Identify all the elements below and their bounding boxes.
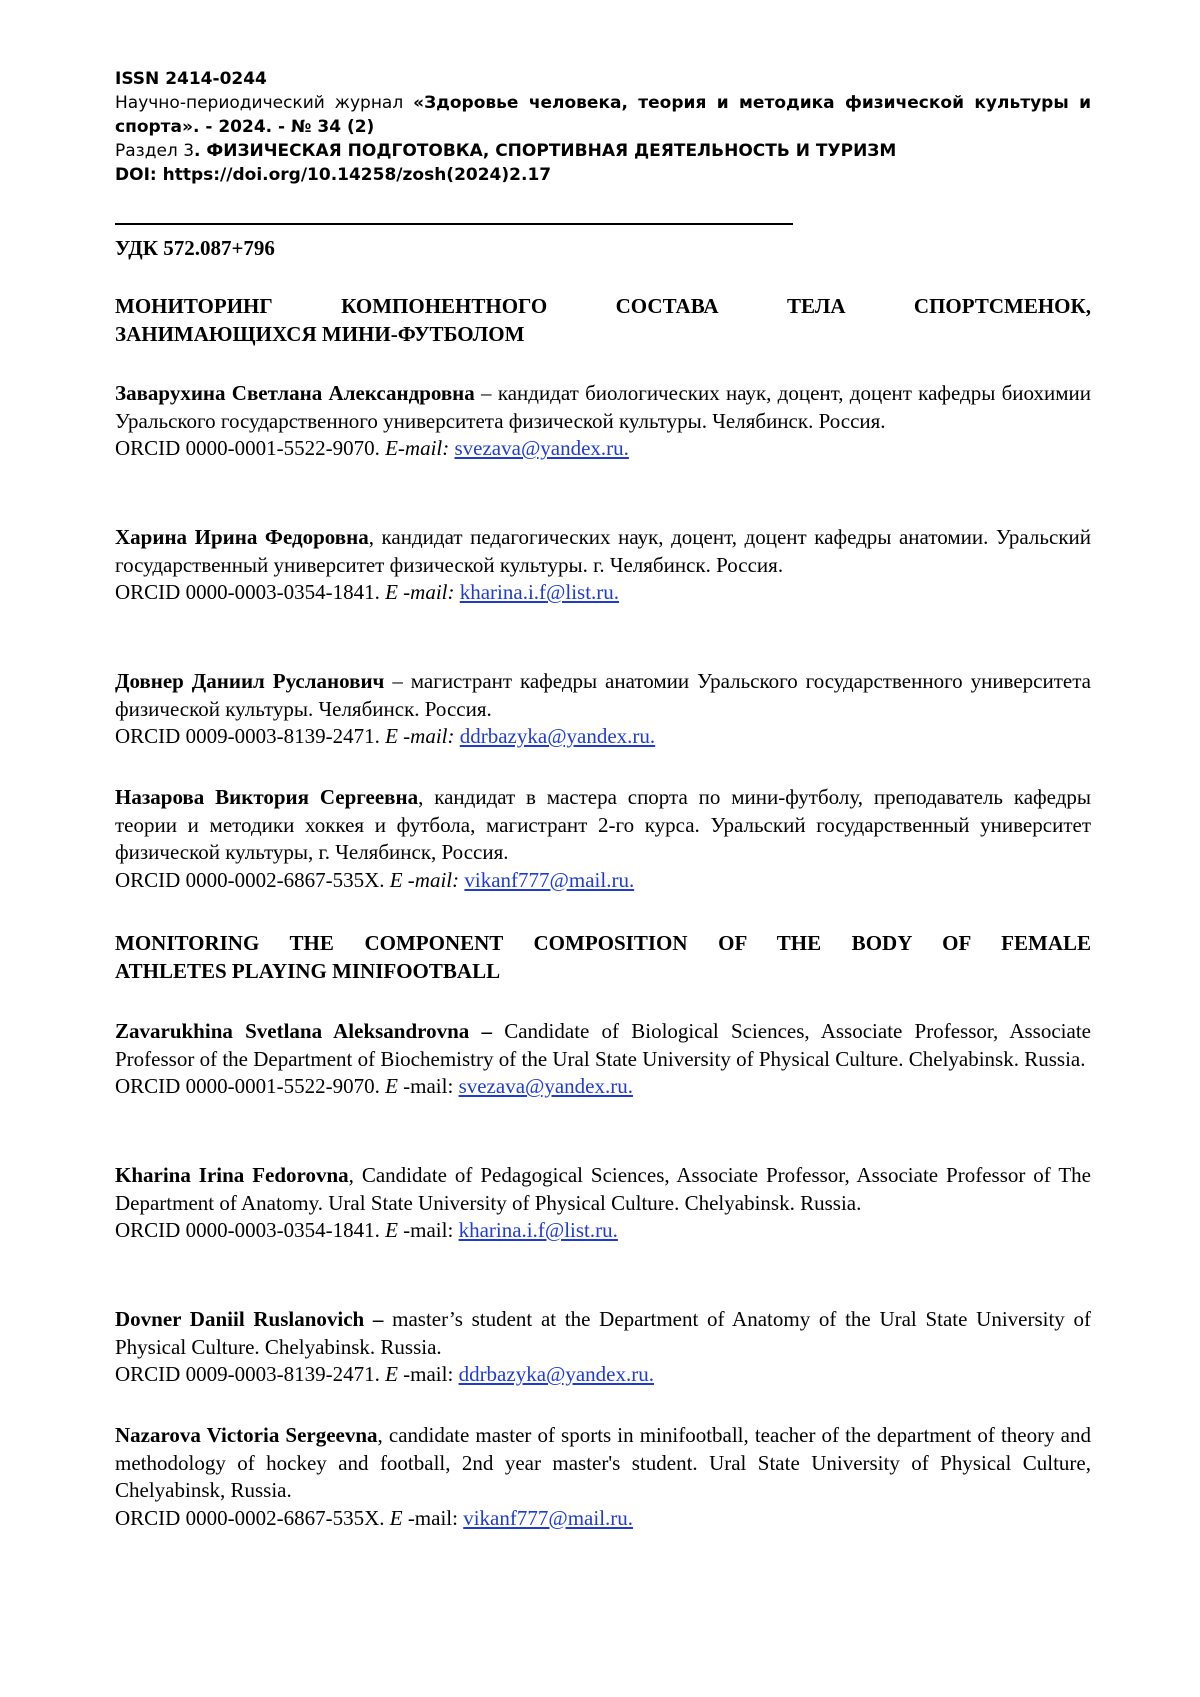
orcid: ORCID 0009-0003-8139-2471. [115, 1362, 386, 1386]
journal-line [115, 91, 1091, 139]
doi: DOI: https://doi.org/10.14258/zosh(2024)2.17 [115, 165, 552, 185]
email-label-rest: -mail: [402, 1505, 464, 1530]
orcid-line [115, 867, 1091, 895]
email-link[interactable]: ddrbazyka@yandex.ru. [458, 1362, 654, 1386]
title-en-line1: MONITORING THE COMPONENT COMPOSITION OF THE BODY OF FEMALE [115, 931, 1091, 955]
title-en-line2: ATHLETES PLAYING MINIFOOTBALL [115, 958, 501, 983]
author-ru-1 [115, 380, 1091, 463]
author-ru-3 [115, 668, 1091, 751]
email-label: E -mail: [385, 724, 455, 748]
email-link[interactable]: svezava@yandex.ru. [458, 1074, 633, 1098]
author-en-4-text [115, 1422, 1091, 1505]
journal-header [115, 67, 1091, 187]
author-name: Довнер Даниил Русланович [115, 669, 385, 693]
title-en [115, 930, 1091, 985]
author-affiliation: , candidate master of sports in minifootball, teacher of the department of theory and methodology of hockey and football, 2nd year master's student. Ural State University of Physical Culture, Chelyabinsk, Russia. [115, 1423, 1091, 1502]
orcid-line [115, 435, 1091, 463]
email-label-e: E [385, 1074, 398, 1098]
author-affiliation: master’s student at the Department of Anatomy of the Ural State University of Physical Culture. Chelyabinsk. Russia. [115, 1307, 1092, 1359]
header-divider [115, 223, 793, 225]
author-ru-3-text [115, 668, 1091, 723]
orcid: ORCID 0000-0003-0354-1841. [115, 1218, 386, 1242]
email-link[interactable]: vikanf777@mail.ru. [463, 1505, 634, 1530]
section-line [115, 139, 1091, 163]
author-name: Zavarukhina Svetlana Aleksandrovna – [115, 1019, 492, 1043]
email-label: E -mail: [385, 580, 455, 604]
email-label-rest: -mail: [397, 1218, 459, 1242]
orcid: ORCID 0000-0001-5522-9070. [115, 1074, 386, 1098]
author-en-1 [115, 1018, 1091, 1101]
issn: ISSN 2414-0244 [115, 69, 267, 89]
section-title: . ФИЗИЧЕСКАЯ ПОДГОТОВКА, СПОРТИВНАЯ ДЕЯТЕЛЬНОСТЬ И ТУРИЗМ [194, 141, 897, 161]
email-link[interactable]: kharina.i.f@list.ru. [459, 580, 620, 604]
email-label-e: E [385, 1218, 398, 1242]
author-name: Харина Ирина Федоровна [115, 525, 369, 549]
orcid: ORCID 0000-0001-5522-9070. [115, 436, 386, 460]
orcid: ORCID 0000-0002-6867-535X. [115, 867, 390, 892]
author-name: Kharina Irina Fedorovna [115, 1163, 349, 1187]
orcid: ORCID 0000-0003-0354-1841. [115, 580, 386, 604]
author-affiliation: – магистрант кафедры анатомии Уральского государственного университета физической культуры. Челябинск. Россия. [115, 669, 1091, 721]
author-affiliation: Candidate of Biological Sciences, Associate Professor, Associate Professor of the Department of Biochemistry of the Ural State University of Physical Culture. Chelyabinsk. Russia. [115, 1019, 1091, 1071]
author-affiliation: , Candidate of Pedagogical Sciences, Associate Professor, Associate Professor of The Department of Anatomy. Ural State University of Physical Culture. Chelyabinsk. Russia. [115, 1163, 1091, 1215]
section-prefix: Раздел 3 [115, 141, 195, 161]
orcid-line [115, 723, 1091, 751]
author-name: Dovner Daniil Ruslanovich – [115, 1307, 384, 1331]
orcid-line [115, 1505, 1091, 1533]
orcid-line [115, 579, 1091, 607]
orcid: ORCID 0000-0002-6867-535X. [115, 1505, 390, 1530]
email-label-rest: -mail: [397, 1074, 459, 1098]
author-ru-1-text [115, 380, 1091, 435]
orcid-line [115, 1073, 1091, 1101]
author-affiliation: , кандидат в мастера спорта по мини-футболу, преподаватель кафедры теории и методики хоккея и футбола, магистрант 2-го курса. Уральский государственный университет физической культуры, г. Челябинск, Россия. [115, 785, 1091, 864]
title-ru-line1: МОНИТОРИНГ КОМПОНЕНТНОГО СОСТАВА ТЕЛА СПОРТСМЕНОК, [115, 294, 1091, 318]
author-en-2-text [115, 1162, 1091, 1217]
author-en-3-text [115, 1306, 1091, 1361]
author-name: Назарова Виктория Сергеевна [115, 785, 419, 809]
author-affiliation: , кандидат педагогических наук, доцент, доцент кафедры анатомии. Уральский государственный университет физической культуры. г. Челябинск. Россия. [115, 525, 1091, 577]
author-name: Nazarova Victoria Sergeevna [115, 1423, 378, 1447]
author-ru-4 [115, 784, 1091, 894]
author-en-1-text [115, 1018, 1091, 1073]
email-link[interactable]: ddrbazyka@yandex.ru. [459, 724, 656, 748]
email-link[interactable]: svezava@yandex.ru. [454, 436, 629, 460]
email-label: E -mail: [389, 867, 460, 892]
journal-prefix: Научно-периодический журнал [115, 93, 414, 113]
author-en-3 [115, 1306, 1091, 1389]
email-label: E-mail: [385, 436, 450, 460]
email-label-rest: -mail: [397, 1362, 459, 1386]
author-ru-2-text [115, 524, 1091, 579]
email-label-e: E [389, 1505, 403, 1530]
title-ru-line2: ЗАНИМАЮЩИХСЯ МИНИ-ФУТБОЛОМ [115, 321, 525, 346]
email-label-e: E [385, 1362, 398, 1386]
author-ru-4-text [115, 784, 1091, 867]
author-affiliation: – кандидат биологических наук, доцент, доцент кафедры биохимии Уральского государственного университета физической культуры. Челябинск. Россия. [115, 381, 1091, 433]
author-en-4 [115, 1422, 1091, 1532]
email-link[interactable]: vikanf777@mail.ru. [464, 867, 635, 892]
title-ru [115, 293, 1091, 348]
author-name: Заварухина Светлана Александровна [115, 381, 475, 405]
journal-title: «Здоровье человека, теория и методика физической культуры и спорта». - 2024. - № 34 (2) [115, 93, 1091, 137]
udk: УДК 572.087+796 [115, 236, 275, 260]
author-en-2 [115, 1162, 1091, 1245]
email-link[interactable]: kharina.i.f@list.ru. [458, 1218, 618, 1242]
orcid-line [115, 1361, 1091, 1389]
orcid: ORCID 0009-0003-8139-2471. [115, 724, 386, 748]
author-ru-2 [115, 524, 1091, 607]
orcid-line [115, 1217, 1091, 1245]
